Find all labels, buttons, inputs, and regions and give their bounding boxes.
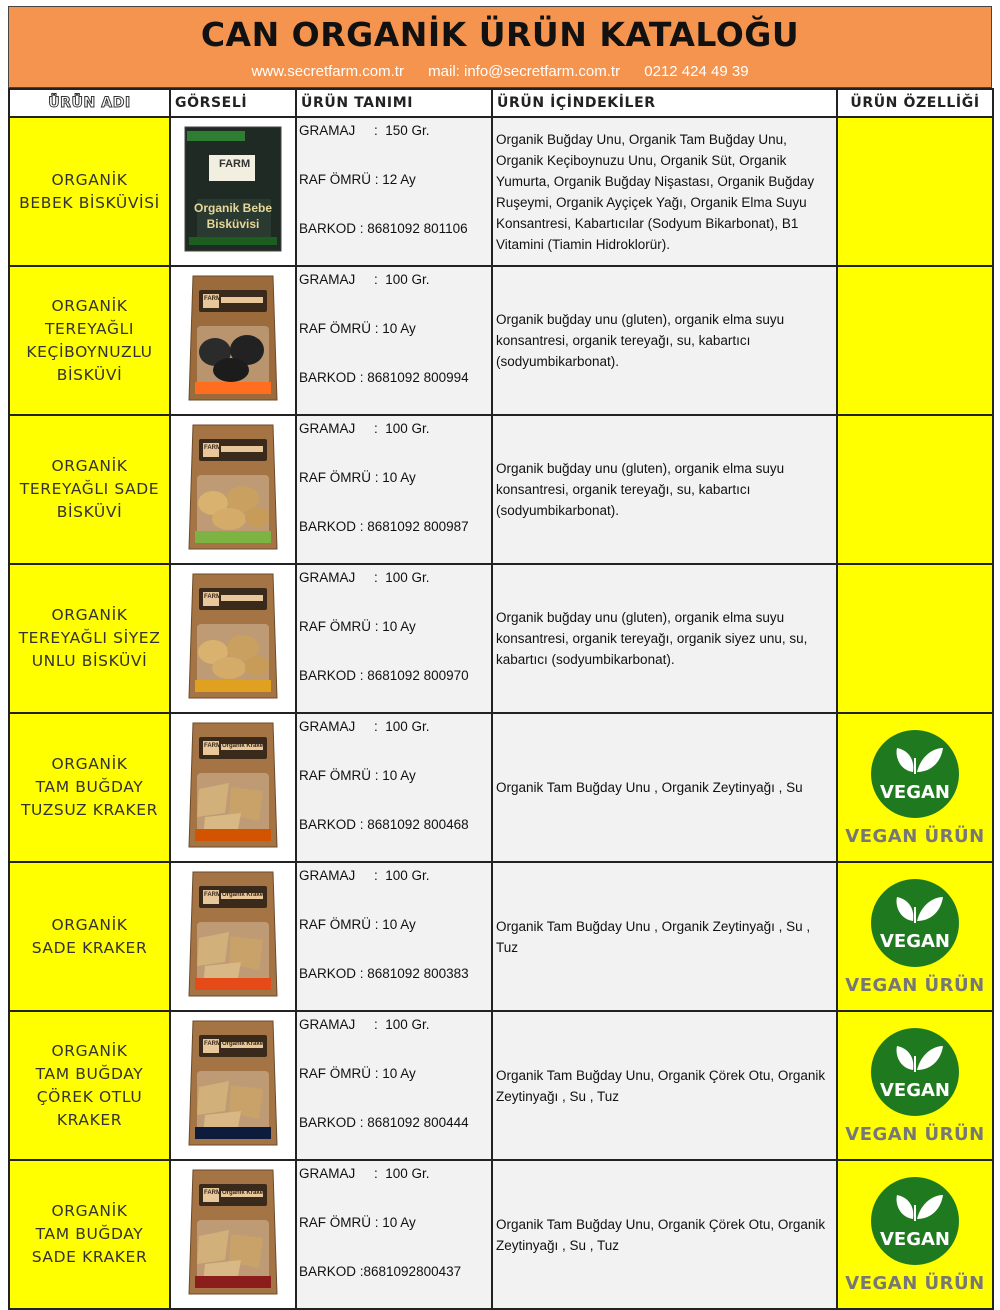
package-graphic [185,568,281,704]
product-name-line: ORGANİK [51,1202,128,1220]
definition-raf: RAF ÖMRÜ : 10 Ay [299,321,416,336]
definition-raf: RAF ÖMRÜ : 10 Ay [299,917,416,932]
definition-barkod: BARKOD : 8681092 800987 [299,519,469,534]
product-ingredients: Organik buğday unu (gluten), organik elma suyu konsantresi, organik tereyağı, su, kabartıcı (sodyumbikarbonat). [492,415,837,564]
website-link[interactable]: www.secretfarm.com.tr [251,63,404,80]
definition-barkod: BARKOD : 8681092 800444 [299,1115,469,1130]
product-package-image [185,717,281,853]
definition-barkod: BARKOD : 8681092 800383 [299,966,469,981]
definition-raf: RAF ÖMRÜ : 10 Ay [299,1215,416,1230]
product-name-line: TEREYAĞLI SİYEZ [18,629,161,647]
definition-barkod: BARKOD : 8681092 801106 [299,221,468,236]
product-name-line: TEREYAĞLI [44,319,135,338]
contact-line [9,63,991,80]
product-name-line: KEÇİBOYNUZLU [26,342,153,361]
product-row [9,564,993,713]
product-name-line: ORGANİK [51,755,128,773]
product-row [9,117,993,266]
product-name-line: TUZSUZ KRAKER [20,801,159,819]
product-ingredients: Organik buğday unu (gluten), organik elma suyu konsantresi, organik tereyağı, su, kabartıcı (sodyumbikarbonat). [492,266,837,415]
vegan-label: VEGAN ÜRÜN [845,826,985,847]
product-feature [837,1160,993,1309]
product-name-line: ORGANİK [51,170,128,189]
definition-barkod: BARKOD :8681092800437 [299,1264,462,1279]
product-name-line: KRAKER [56,1110,123,1129]
product-ingredients: Organik Tam Buğday Unu , Organik Zeytinyağı , Su , Tuz [492,862,837,1011]
package-graphic [185,717,281,853]
product-definition [296,266,492,415]
product-name-line: SADE KRAKER [31,938,148,957]
product-name-line: TAM BUĞDAY [35,778,144,796]
catalog-header [8,6,992,88]
package-label: Organik Kraker [222,892,266,898]
table-header-row [9,89,993,117]
package-brand: FARM [204,1190,221,1196]
product-image-cell [170,117,296,266]
product-image-cell [170,266,296,415]
svg-text:VEGAN: VEGAN [880,931,950,952]
vegan-badge-icon [869,1175,961,1267]
definition-barkod: BARKOD : 8681092 800970 [299,668,469,683]
product-row [9,266,993,415]
product-name-line: ORGANİK [51,606,128,624]
package-graphic [185,270,281,406]
vegan-label: VEGAN ÜRÜN [845,1273,985,1294]
product-name [9,713,170,862]
product-image-cell [170,1011,296,1160]
product-name-line: ORGANİK [51,296,128,315]
product-row [9,713,993,862]
vegan-label: VEGAN ÜRÜN [845,975,985,996]
definition-raf: RAF ÖMRÜ : 12 Ay [299,172,416,187]
definition-gramaj: GRAMAJ : 100 Gr. [299,272,430,287]
product-feature [837,1011,993,1160]
vegan-badge-icon [869,728,961,820]
vegan-label: VEGAN ÜRÜN [845,1124,985,1145]
product-name-line: TEREYAĞLI SADE [19,480,160,498]
definition-gramaj: GRAMAJ : 100 Gr. [299,570,430,585]
product-package-image [185,419,281,555]
package-label: Organik Kraker [222,1190,266,1196]
product-ingredients: Organik Buğday Unu, Organik Tam Buğday Unu, Organik Keçiboynuzu Unu, Organik Süt, Organik Yumurta, Organik Buğday Nişastası, Organik Buğday Ruşeymi, Organik Ayçiçek Yağı, Organik Elma Suyu Konsantresi, Kabartıcılar (Sodyum Bikarbonat), B1 Vitamini (Tiamin Hidroklorür). [492,117,837,266]
product-name-line: ÇÖREK OTLU [36,1087,143,1106]
product-name [9,415,170,564]
definition-gramaj: GRAMAJ : 100 Gr. [299,421,430,436]
package-brand: FARM [219,158,251,170]
product-image-cell [170,713,296,862]
product-row [9,415,993,564]
product-name-line: BEBEK BİSKÜVİSİ [19,193,160,212]
package-label: Organik Kraker [222,743,266,749]
product-feature [837,862,993,1011]
package-graphic [183,125,283,253]
package-graphic [185,866,281,1002]
product-name [9,1160,170,1309]
product-name [9,564,170,713]
definition-gramaj: GRAMAJ : 100 Gr. [299,1017,430,1032]
product-name-line: TAM BUĞDAY [35,1225,144,1243]
package-graphic [185,1164,281,1300]
product-feature [837,266,993,415]
product-table [8,88,994,1310]
definition-gramaj: GRAMAJ : 100 Gr. [299,719,430,734]
package-brand: FARM [204,743,221,749]
product-feature [837,117,993,266]
mail-link[interactable]: mail: info@secretfarm.com.tr [428,63,621,80]
definition-barkod: BARKOD : 8681092 800468 [299,817,469,832]
package-brand: FARM [204,892,221,898]
col-header-ingredients: ÜRÜN İÇİNDEKİLER [492,89,837,117]
product-feature [837,415,993,564]
product-name-line: BİSKÜVİ [56,503,123,521]
package-label: Organik Kraker [222,1041,266,1047]
product-definition [296,1160,492,1309]
product-package-image [185,568,281,704]
catalog-title: CAN ORGANİK ÜRÜN KATALOĞU [200,15,800,54]
svg-text:VEGAN: VEGAN [880,1229,950,1250]
package-graphic [185,419,281,555]
package-title-line: Bisküvisi [206,217,260,231]
package-graphic [185,1015,281,1151]
definition-gramaj: GRAMAJ : 100 Gr. [299,868,430,883]
product-feature [837,564,993,713]
product-ingredients: Organik Tam Buğday Unu , Organik Zeytinyağı , Su [492,713,837,862]
product-feature [837,713,993,862]
col-header-image: GÖRSELİ [170,89,296,117]
product-name-line: SADE KRAKER [31,1248,148,1266]
phone-number: 0212 424 49 39 [644,63,749,80]
product-package-image [185,866,281,1002]
product-definition [296,564,492,713]
product-name-line: TAM BUĞDAY [35,1064,144,1083]
product-image-cell [170,415,296,564]
definition-barkod: BARKOD : 8681092 800994 [299,370,469,385]
product-row [9,1160,993,1309]
product-definition [296,713,492,862]
product-name [9,862,170,1011]
definition-raf: RAF ÖMRÜ : 10 Ay [299,768,416,783]
product-name [9,117,170,266]
vegan-badge-icon [869,877,961,969]
catalog-page [8,6,992,1296]
product-definition [296,117,492,266]
package-brand: FARM [204,445,221,451]
col-header-definition: ÜRÜN TANIMI [296,89,492,117]
product-name-line: ORGANİK [51,915,128,934]
product-definition [296,415,492,564]
product-name-line: UNLU BİSKÜVİ [31,652,148,670]
col-header-name: ÜRÜN ADI [9,89,170,117]
product-package-image [185,270,281,406]
product-ingredients: Organik Tam Buğday Unu, Organik Çörek Otu, Organik Zeytinyağı , Su , Tuz [492,1160,837,1309]
product-image-cell [170,1160,296,1309]
definition-raf: RAF ÖMRÜ : 10 Ay [299,1066,416,1081]
definition-raf: RAF ÖMRÜ : 10 Ay [299,619,416,634]
package-brand: FARM [204,1041,221,1047]
definition-raf: RAF ÖMRÜ : 10 Ay [299,470,416,485]
col-header-feature: ÜRÜN ÖZELLİĞİ [837,89,993,117]
definition-gramaj: GRAMAJ : 100 Gr. [299,1166,430,1181]
product-ingredients: Organik buğday unu (gluten), organik elma suyu konsantresi, organik tereyağı, organik siyez unu, su, kabartıcı (sodyumbikarbonat). [492,564,837,713]
product-ingredients: Organik Tam Buğday Unu, Organik Çörek Otu, Organik Zeytinyağı , Su , Tuz [492,1011,837,1160]
product-name [9,266,170,415]
product-package-image [183,125,283,253]
product-name-line: BİSKÜVİ [56,365,123,384]
product-package-image [185,1164,281,1300]
package-brand: FARM [204,594,221,600]
product-definition [296,862,492,1011]
definition-gramaj: GRAMAJ : 150 Gr. [299,123,430,138]
product-image-cell [170,564,296,713]
product-image-cell [170,862,296,1011]
vegan-badge-icon [869,1026,961,1118]
product-name [9,1011,170,1160]
product-row [9,862,993,1011]
product-package-image [185,1015,281,1151]
svg-text:VEGAN: VEGAN [880,782,950,803]
product-row [9,1011,993,1160]
package-brand: FARM [204,296,221,302]
product-name-line: ORGANİK [51,1041,128,1060]
svg-text:VEGAN: VEGAN [880,1080,950,1101]
package-title-line: Organik Bebe [193,201,273,215]
product-name-line: ORGANİK [51,457,128,475]
product-definition [296,1011,492,1160]
